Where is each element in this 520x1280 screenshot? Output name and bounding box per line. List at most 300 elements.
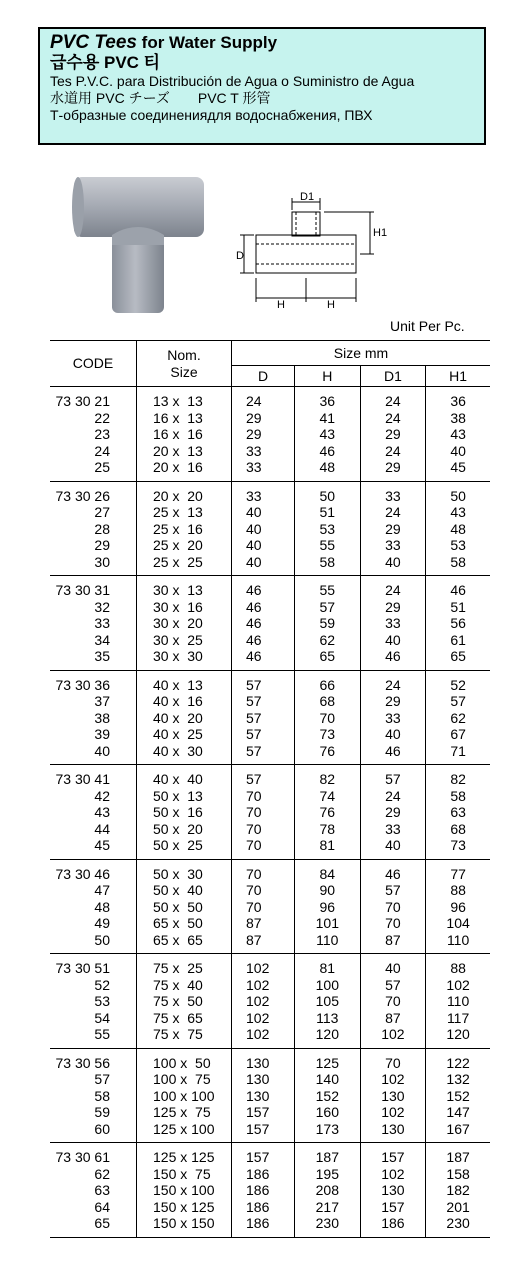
d1-cell: 33 (360, 821, 426, 838)
code-cell: 62 (94, 1165, 110, 1182)
h-cell: 195 (295, 1166, 361, 1183)
d1-cell: 57 (360, 765, 426, 788)
d1-cell: 24 (360, 576, 426, 599)
h1-cell: 65 (426, 648, 490, 670)
h-cell: 58 (295, 554, 361, 576)
h1-cell: 102 (426, 977, 490, 994)
size-cell: 65 x 65 (137, 932, 232, 954)
h1-cell: 120 (426, 1026, 490, 1048)
h-cell: 125 (295, 1048, 361, 1071)
table-row (50, 648, 490, 670)
code-cell: 50 (94, 931, 110, 948)
d1-cell: 40 (360, 954, 426, 977)
h1-cell: 96 (426, 899, 490, 916)
table-row (50, 576, 490, 599)
dim-d1-label: D1 (300, 191, 315, 203)
size-cell: 100 x 100 (137, 1088, 232, 1105)
code-cell: 63 (94, 1182, 110, 1198)
h-cell: 41 (295, 410, 361, 427)
d1-cell: 102 (360, 1104, 426, 1121)
h-cell: 84 (295, 859, 361, 882)
d-cell: 40 (232, 521, 295, 538)
code-cell: 25 (94, 459, 110, 475)
code-cell: 47 (94, 882, 110, 898)
size-cell: 25 x 16 (137, 521, 232, 538)
d1-cell: 46 (360, 648, 426, 670)
d-cell: 33 (232, 481, 295, 504)
table-row (50, 670, 490, 693)
table-row (50, 1182, 490, 1199)
code-cell: 33 (94, 615, 110, 631)
h-cell: 110 (295, 932, 361, 954)
code-cell: 73 30 46 (55, 865, 110, 882)
size-cell: 50 x 30 (137, 859, 232, 882)
h-cell: 55 (295, 537, 361, 554)
header-d1: D1 (360, 366, 426, 387)
h1-cell: 88 (426, 882, 490, 899)
h-cell: 76 (295, 743, 361, 765)
h-cell: 100 (295, 977, 361, 994)
d-cell: 46 (232, 576, 295, 599)
size-cell: 100 x 50 (137, 1048, 232, 1071)
h-cell: 55 (295, 576, 361, 599)
h1-cell: 51 (426, 599, 490, 616)
size-cell: 20 x 16 (137, 459, 232, 481)
code-cell: 32 (94, 598, 110, 615)
d1-cell: 102 (360, 1166, 426, 1183)
code-cell: 35 (94, 648, 110, 664)
d1-cell: 40 (360, 726, 426, 743)
code-cell: 58 (94, 1087, 110, 1104)
h1-cell: 117 (426, 1010, 490, 1027)
size-cell: 40 x 20 (137, 710, 232, 727)
h-cell: 50 (295, 481, 361, 504)
size-cell: 25 x 20 (137, 537, 232, 554)
row-group (50, 1143, 490, 1238)
title-main: PVC Tees (50, 32, 137, 53)
h-cell: 113 (295, 1010, 361, 1027)
d1-cell: 186 (360, 1215, 426, 1237)
table-row (50, 1215, 490, 1237)
d-cell: 130 (232, 1071, 295, 1088)
d1-cell: 29 (360, 459, 426, 481)
title-sub: for Water Supply (136, 33, 278, 52)
size-cell: 20 x 13 (137, 443, 232, 460)
header-h: H (295, 366, 361, 387)
h-cell: 36 (295, 387, 361, 410)
code-cell: 73 30 41 (55, 771, 110, 787)
d-cell: 46 (232, 632, 295, 649)
size-cell: 75 x 40 (137, 977, 232, 994)
d-cell: 57 (232, 693, 295, 710)
h1-cell: 104 (426, 915, 490, 932)
d1-cell: 29 (360, 599, 426, 616)
d-cell: 70 (232, 804, 295, 821)
code-cell: 54 (94, 1009, 110, 1026)
d1-cell: 46 (360, 859, 426, 882)
h1-cell: 56 (426, 615, 490, 632)
d-cell: 40 (232, 537, 295, 554)
h1-cell: 46 (426, 576, 490, 599)
code-cell: 65 (94, 1215, 110, 1231)
h-cell: 68 (295, 693, 361, 710)
code-cell: 30 (94, 553, 110, 570)
size-cell: 30 x 20 (137, 615, 232, 632)
h-cell: 78 (295, 821, 361, 838)
code-cell: 57 (94, 1071, 110, 1087)
h-cell: 74 (295, 788, 361, 805)
header-h1: H1 (426, 366, 490, 387)
h1-cell: 201 (426, 1199, 490, 1216)
size-cell: 50 x 40 (137, 882, 232, 899)
h-cell: 59 (295, 615, 361, 632)
h1-cell: 43 (426, 426, 490, 443)
size-cell: 40 x 13 (137, 670, 232, 693)
h-cell: 66 (295, 670, 361, 693)
d-cell: 186 (232, 1182, 295, 1199)
d1-cell: 24 (360, 670, 426, 693)
d1-cell: 102 (360, 1071, 426, 1088)
title-spanish: Tes P.V.C. para Distribución de Agua o Suministro de Agua (50, 73, 415, 89)
h-cell: 160 (295, 1104, 361, 1121)
size-cell: 65 x 50 (137, 915, 232, 932)
size-cell: 150 x 150 (137, 1215, 232, 1237)
size-cell: 125 x 75 (137, 1104, 232, 1121)
h-cell: 51 (295, 504, 361, 521)
d1-cell: 24 (360, 788, 426, 805)
d-cell: 186 (232, 1166, 295, 1183)
h1-cell: 53 (426, 537, 490, 554)
d-cell: 87 (232, 932, 295, 954)
table-row (50, 537, 490, 554)
header-code: CODE (50, 341, 137, 387)
h-cell: 57 (295, 599, 361, 616)
d-cell: 87 (232, 915, 295, 932)
h1-cell: 45 (426, 459, 490, 481)
code-cell: 39 (94, 726, 110, 742)
h-cell: 48 (295, 459, 361, 481)
table-row (50, 743, 490, 765)
table-row (50, 1121, 490, 1143)
h-cell: 73 (295, 726, 361, 743)
tee-dimension-drawing (230, 190, 390, 310)
d-cell: 40 (232, 504, 295, 521)
h-cell: 90 (295, 882, 361, 899)
code-cell: 73 30 51 (55, 960, 110, 976)
code-cell: 64 (94, 1198, 110, 1215)
title-korean: 급수용 PVC 티 (50, 53, 161, 72)
h-cell: 65 (295, 648, 361, 670)
table-row (50, 821, 490, 838)
size-cell: 30 x 13 (137, 576, 232, 599)
d1-cell: 87 (360, 932, 426, 954)
header-size-mm: Size mm (232, 341, 491, 366)
d-cell: 70 (232, 788, 295, 805)
d1-cell: 24 (360, 443, 426, 460)
title-russian: Т-образные соединениядля водоснабжения, ПВХ (50, 107, 373, 123)
table-row (50, 1071, 490, 1088)
row-group (50, 859, 490, 954)
dim-d-label: D (236, 250, 244, 262)
d1-cell: 102 (360, 1026, 426, 1048)
h-cell: 187 (295, 1143, 361, 1166)
d1-cell: 33 (360, 481, 426, 504)
d1-cell: 57 (360, 977, 426, 994)
code-cell: 24 (94, 442, 110, 459)
d1-cell: 130 (360, 1121, 426, 1143)
title-box (38, 27, 486, 145)
d1-cell: 33 (360, 615, 426, 632)
d-cell: 46 (232, 648, 295, 670)
h1-cell: 77 (426, 859, 490, 882)
dim-h-right-label: H (327, 299, 335, 310)
size-cell: 150 x 125 (137, 1199, 232, 1216)
h1-cell: 110 (426, 993, 490, 1010)
table-row (50, 443, 490, 460)
h1-cell: 230 (426, 1215, 490, 1237)
table-row (50, 615, 490, 632)
table-row (50, 977, 490, 994)
d-cell: 186 (232, 1215, 295, 1237)
table-row (50, 459, 490, 481)
d1-cell: 130 (360, 1088, 426, 1105)
d1-cell: 70 (360, 1048, 426, 1071)
h1-cell: 68 (426, 821, 490, 838)
h-cell: 101 (295, 915, 361, 932)
code-cell: 45 (94, 837, 110, 853)
size-cell: 40 x 25 (137, 726, 232, 743)
d1-cell: 24 (360, 504, 426, 521)
d1-cell: 157 (360, 1143, 426, 1166)
table-row (50, 632, 490, 649)
table-row (50, 788, 490, 805)
h1-cell: 73 (426, 837, 490, 859)
h1-cell: 71 (426, 743, 490, 765)
d-cell: 57 (232, 765, 295, 788)
d-cell: 46 (232, 615, 295, 632)
tee-photo (70, 175, 210, 320)
d1-cell: 70 (360, 915, 426, 932)
d-cell: 57 (232, 726, 295, 743)
h-cell: 62 (295, 632, 361, 649)
code-cell: 48 (94, 898, 110, 915)
size-cell: 20 x 20 (137, 481, 232, 504)
h-cell: 53 (295, 521, 361, 538)
code-cell: 22 (94, 409, 110, 426)
code-cell: 59 (94, 1104, 110, 1120)
d1-cell: 46 (360, 743, 426, 765)
row-group (50, 481, 490, 576)
title-english (50, 33, 484, 53)
size-cell: 50 x 25 (137, 837, 232, 859)
size-cell: 150 x 100 (137, 1182, 232, 1199)
table-row (50, 1104, 490, 1121)
h1-cell: 57 (426, 693, 490, 710)
row-group (50, 576, 490, 671)
table-row (50, 859, 490, 882)
d-cell: 102 (232, 1010, 295, 1027)
h1-cell: 61 (426, 632, 490, 649)
title-japanese: 水道用 PVC チーズ PVC T 形管 (50, 90, 271, 106)
d-cell: 157 (232, 1143, 295, 1166)
size-cell: 40 x 16 (137, 693, 232, 710)
d1-cell: 87 (360, 1010, 426, 1027)
h-cell: 82 (295, 765, 361, 788)
size-cell: 30 x 16 (137, 599, 232, 616)
code-cell: 52 (94, 976, 110, 993)
size-cell: 30 x 25 (137, 632, 232, 649)
table-row (50, 954, 490, 977)
h-cell: 81 (295, 837, 361, 859)
h1-cell: 43 (426, 504, 490, 521)
size-cell: 75 x 50 (137, 993, 232, 1010)
h1-cell: 67 (426, 726, 490, 743)
h1-cell: 110 (426, 932, 490, 954)
size-cell: 25 x 25 (137, 554, 232, 576)
d-cell: 70 (232, 821, 295, 838)
code-cell: 53 (94, 993, 110, 1009)
h-cell: 140 (295, 1071, 361, 1088)
dim-h-left-label: H (277, 299, 285, 310)
code-cell: 73 30 56 (55, 1054, 110, 1071)
table-row (50, 804, 490, 821)
table-row (50, 993, 490, 1010)
d1-cell: 70 (360, 993, 426, 1010)
table-row (50, 1026, 490, 1048)
d-cell: 70 (232, 882, 295, 899)
h-cell: 70 (295, 710, 361, 727)
d1-cell: 29 (360, 804, 426, 821)
size-cell: 25 x 13 (137, 504, 232, 521)
d1-cell: 33 (360, 537, 426, 554)
d1-cell: 29 (360, 426, 426, 443)
table-row (50, 693, 490, 710)
d1-cell: 57 (360, 882, 426, 899)
d1-cell: 40 (360, 632, 426, 649)
h1-cell: 182 (426, 1182, 490, 1199)
code-cell: 55 (94, 1026, 110, 1042)
code-cell: 42 (94, 787, 110, 804)
code-cell: 73 30 31 (55, 582, 110, 598)
code-cell: 49 (94, 915, 110, 931)
size-cell: 30 x 30 (137, 648, 232, 670)
h-cell: 46 (295, 443, 361, 460)
d-cell: 186 (232, 1199, 295, 1216)
code-cell: 34 (94, 631, 110, 648)
code-cell: 37 (94, 693, 110, 709)
d-cell: 130 (232, 1048, 295, 1071)
d-cell: 33 (232, 459, 295, 481)
h1-cell: 147 (426, 1104, 490, 1121)
h1-cell: 58 (426, 788, 490, 805)
size-cell: 50 x 20 (137, 821, 232, 838)
table-row (50, 765, 490, 788)
size-cell: 50 x 16 (137, 804, 232, 821)
h-cell: 208 (295, 1182, 361, 1199)
table-row (50, 899, 490, 916)
h-cell: 217 (295, 1199, 361, 1216)
table-row (50, 837, 490, 859)
h-cell: 173 (295, 1121, 361, 1143)
header-d: D (232, 366, 295, 387)
d-cell: 102 (232, 1026, 295, 1048)
d-cell: 70 (232, 899, 295, 916)
code-cell: 28 (94, 520, 110, 537)
d1-cell: 40 (360, 837, 426, 859)
d-cell: 33 (232, 443, 295, 460)
unit-label: Unit Per Pc. (390, 318, 465, 334)
h1-cell: 62 (426, 710, 490, 727)
table-row (50, 599, 490, 616)
h1-cell: 36 (426, 387, 490, 410)
table-row (50, 882, 490, 899)
d1-cell: 29 (360, 521, 426, 538)
size-cell: 75 x 75 (137, 1026, 232, 1048)
h-cell: 230 (295, 1215, 361, 1237)
h1-cell: 88 (426, 954, 490, 977)
row-group (50, 387, 490, 482)
table-row (50, 481, 490, 504)
d1-cell: 157 (360, 1199, 426, 1216)
code-cell: 40 (94, 742, 110, 759)
h1-cell: 48 (426, 521, 490, 538)
h1-cell: 50 (426, 481, 490, 504)
code-cell: 23 (94, 426, 110, 442)
spec-table (50, 340, 490, 1238)
h-cell: 105 (295, 993, 361, 1010)
d-cell: 57 (232, 743, 295, 765)
row-group (50, 670, 490, 765)
row-group (50, 1048, 490, 1143)
d-cell: 57 (232, 710, 295, 727)
d1-cell: 29 (360, 693, 426, 710)
h-cell: 120 (295, 1026, 361, 1048)
size-cell: 125 x 100 (137, 1121, 232, 1143)
table-row (50, 426, 490, 443)
header-nom-size: Nom. Size (137, 341, 232, 387)
h1-cell: 58 (426, 554, 490, 576)
h1-cell: 167 (426, 1121, 490, 1143)
table-row (50, 710, 490, 727)
dim-h1-label: H1 (373, 227, 388, 239)
table-row (50, 1048, 490, 1071)
d-cell: 157 (232, 1121, 295, 1143)
h-cell: 81 (295, 954, 361, 977)
d-cell: 70 (232, 859, 295, 882)
h1-cell: 40 (426, 443, 490, 460)
d-cell: 130 (232, 1088, 295, 1105)
d1-cell: 130 (360, 1182, 426, 1199)
d-cell: 157 (232, 1104, 295, 1121)
row-group (50, 765, 490, 860)
code-cell: 73 30 21 (55, 393, 110, 409)
size-cell: 13 x 13 (137, 387, 232, 410)
h1-cell: 38 (426, 410, 490, 427)
code-cell: 73 30 61 (55, 1149, 110, 1165)
d1-cell: 40 (360, 554, 426, 576)
size-cell: 16 x 13 (137, 410, 232, 427)
d-cell: 29 (232, 426, 295, 443)
size-cell: 100 x 75 (137, 1071, 232, 1088)
d1-cell: 70 (360, 899, 426, 916)
d-cell: 46 (232, 599, 295, 616)
table-row (50, 932, 490, 954)
d-cell: 102 (232, 954, 295, 977)
d-cell: 29 (232, 410, 295, 427)
code-cell: 73 30 26 (55, 487, 110, 504)
d-cell: 102 (232, 977, 295, 994)
table-row (50, 726, 490, 743)
